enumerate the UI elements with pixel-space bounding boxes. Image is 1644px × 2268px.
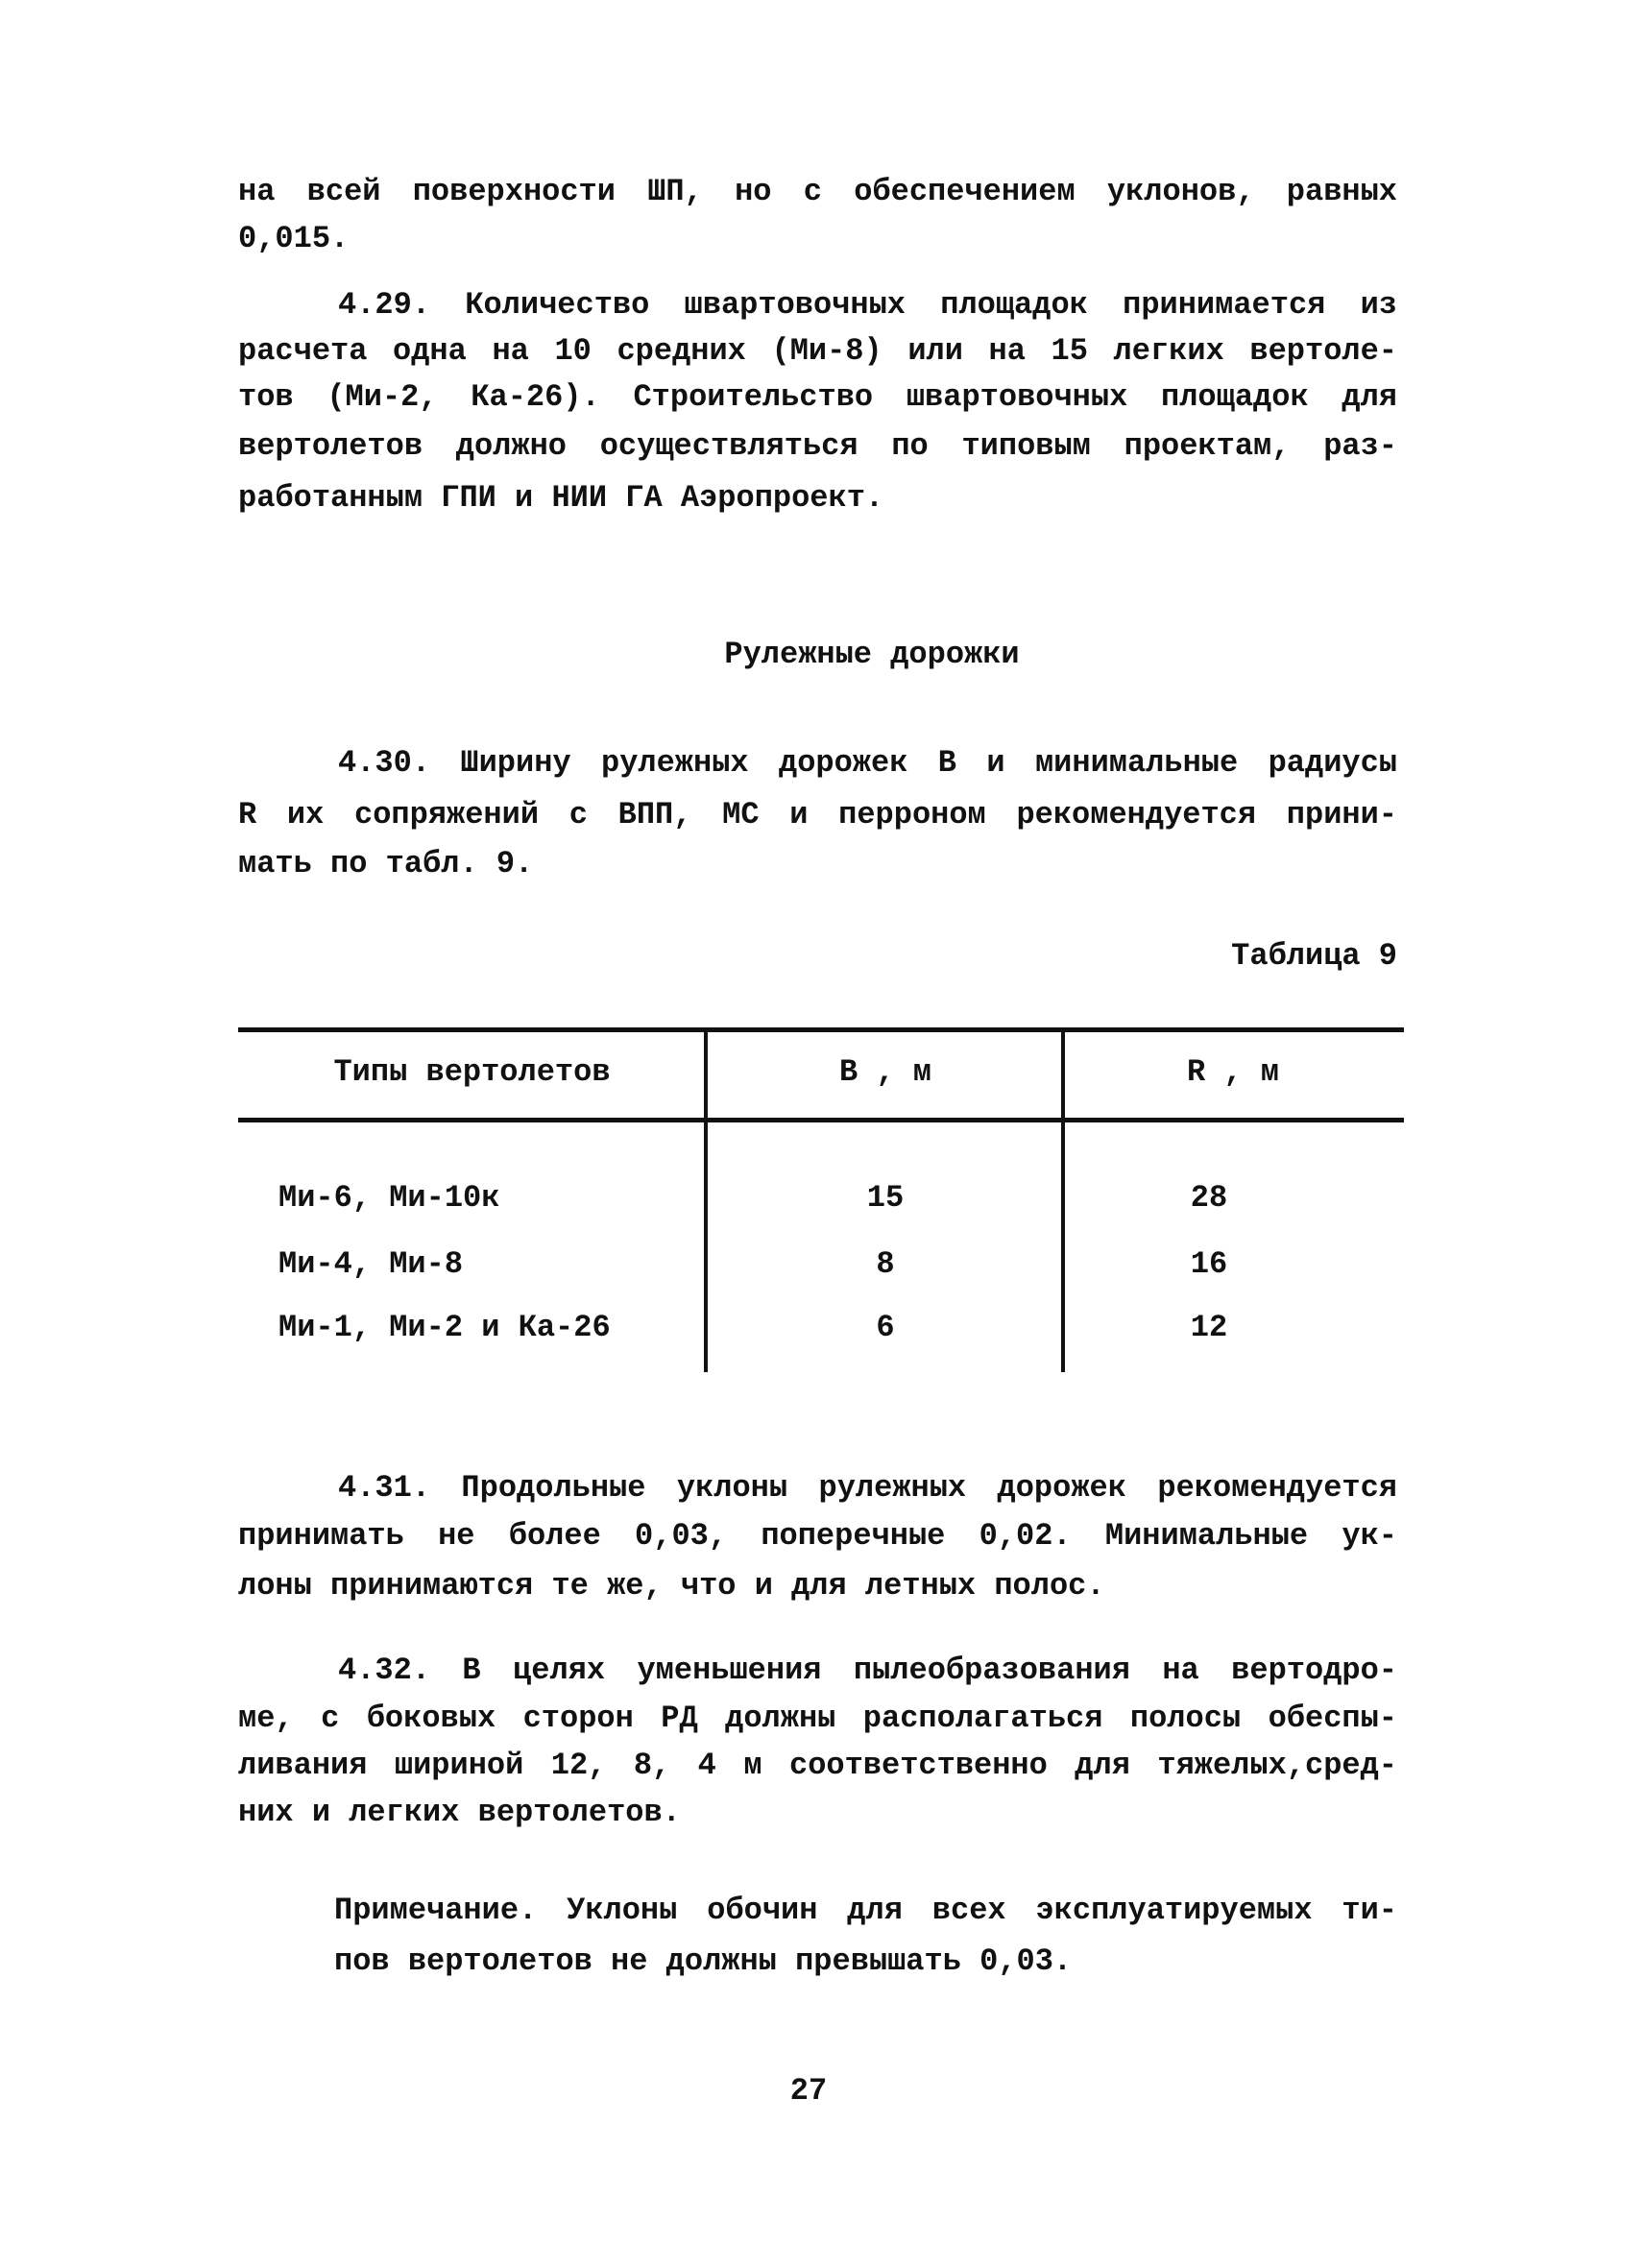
text-line: мать по табл. 9. xyxy=(238,846,534,881)
table-cell: Ми-4, Ми-8 xyxy=(278,1246,464,1282)
text-line: них и легких вертолетов. xyxy=(238,1795,681,1830)
table-cell: 6 xyxy=(876,1310,895,1345)
text-line: расчета одна на 10 средних (Ми-8) или на 15 легких вертоле- xyxy=(238,333,1397,369)
table-header: В , м xyxy=(838,1054,931,1090)
table-cell: Ми-6, Ми-10к xyxy=(278,1180,500,1216)
table-header: R , м xyxy=(1186,1054,1279,1090)
text-line: работанным ГПИ и НИИ ГА Аэропроект. xyxy=(238,480,884,516)
text-line: 4.32. В целях уменьшения пылеобразования на вертодро- xyxy=(338,1653,1397,1688)
text-line: Примечание. Уклоны обочин для всех эксплуатируемых ти- xyxy=(334,1893,1397,1928)
text-line: вертолетов должно осуществляться по типовым проектам, раз- xyxy=(238,428,1397,464)
text-line: принимать не более 0,03, поперечные 0,02. Минимальные ук- xyxy=(238,1518,1397,1554)
text-line: пов вертолетов не должны превышать 0,03. xyxy=(334,1943,1073,1979)
text-line: ливания шириной 12, 8, 4 м соответственно для тяжелых,сред- xyxy=(238,1748,1397,1783)
text-line: ме, с боковых сторон РД должны располагаться полосы обеспы- xyxy=(238,1701,1397,1736)
text-line: 4.30. Ширину рулежных дорожек В и минимальные радиусы xyxy=(338,745,1397,781)
table-cell: Ми-1, Ми-2 и Ка-26 xyxy=(278,1310,611,1345)
text-line: тов (Ми-2, Ка-26). Строительство швартовочных площадок для xyxy=(238,379,1397,415)
text-line: R их сопряжений с ВПП, МС и перроном рекомендуется прини- xyxy=(238,797,1397,832)
text-line: 0,015. xyxy=(238,221,350,256)
table-caption: Таблица 9 xyxy=(1231,938,1397,974)
table-cell: 12 xyxy=(1190,1310,1228,1345)
page-number: 27 xyxy=(789,2073,828,2109)
text-line: на всей поверхности ШП, но с обеспечением уклонов, равных xyxy=(238,174,1397,209)
table-cell: 28 xyxy=(1190,1180,1228,1216)
text-line: 4.31. Продольные уклоны рулежных дорожек рекомендуется xyxy=(338,1470,1397,1506)
table-cell: 15 xyxy=(866,1180,905,1216)
table-header: Типы вертолетов xyxy=(333,1054,611,1090)
table-cell: 8 xyxy=(876,1246,895,1282)
section-heading: Рулежные дорожки xyxy=(724,637,1020,672)
table-header-rule xyxy=(238,1118,1404,1122)
table-top-rule xyxy=(238,1027,1404,1032)
table-cell: 16 xyxy=(1190,1246,1228,1282)
text-line: 4.29. Количество швартовочных площадок принимается из xyxy=(338,287,1397,323)
text-line: лоны принимаются те же, что и для летных полос. xyxy=(238,1568,1105,1604)
